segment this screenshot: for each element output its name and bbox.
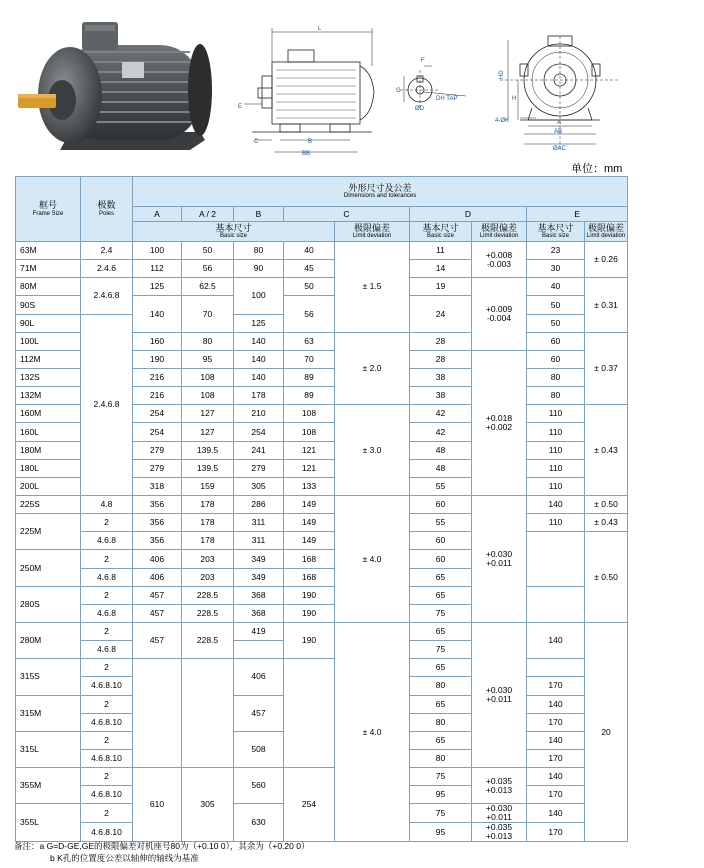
dim-D: 42: [410, 405, 472, 423]
dim-A2: 178: [182, 495, 234, 513]
dim-E: 80: [527, 368, 585, 386]
poles: 2.4.6.8: [81, 314, 133, 495]
notes: [14, 840, 309, 864]
header-A2: A / 2: [182, 207, 234, 222]
dim-D: 65: [410, 568, 472, 586]
tolerance-c4: ± 4.0: [335, 495, 410, 622]
poles: 4.6.8: [81, 641, 133, 659]
dim-A: [133, 659, 182, 768]
dim-E: 60: [527, 332, 585, 350]
header-basic-e: 基本尺寸 Basic size: [527, 222, 585, 242]
label-B: B: [308, 139, 313, 145]
dim-B: 140: [234, 332, 284, 350]
tolerance-e7: ± 0.50: [585, 532, 628, 623]
dim-B: 125: [234, 314, 284, 332]
poles: 2: [81, 550, 133, 568]
frame-size: 90S: [16, 296, 81, 314]
dim-B: 311: [234, 514, 284, 532]
table-row: [16, 260, 628, 278]
dim-C: 70: [284, 350, 335, 368]
poles: 2: [81, 695, 133, 713]
frame-size: 132M: [16, 387, 81, 405]
dim-D: 60: [410, 550, 472, 568]
dim-A: 279: [133, 441, 182, 459]
dim-D: 42: [410, 423, 472, 441]
tolerance-d2: [472, 278, 527, 351]
dim-A2: 108: [182, 387, 234, 405]
dim-A2: 305: [182, 768, 234, 842]
dim-D: 60: [410, 495, 472, 513]
poles: 4.6.8.10: [81, 786, 133, 804]
tolerance-c1: ± 1.5: [335, 242, 410, 333]
dim-B: 457: [234, 695, 284, 731]
header-limit-c: 极限偏差 Limit deviation: [335, 222, 410, 242]
tolerance-lower: -0.003: [486, 258, 512, 269]
dim-E: 170: [527, 713, 585, 731]
dim-D: 75: [410, 804, 472, 823]
frame-size: 180M: [16, 441, 81, 459]
dim-B: 254: [234, 423, 284, 441]
frame-size: 132S: [16, 368, 81, 386]
dim-E: 140: [527, 495, 585, 513]
dim-E: 60: [527, 350, 585, 368]
frame-size: 100L: [16, 332, 81, 350]
table-row: [16, 495, 628, 513]
tolerance-e8: 20: [585, 622, 628, 841]
dim-A: 112: [133, 260, 182, 278]
dim-B: 140: [234, 368, 284, 386]
tolerance-d8: [472, 823, 527, 842]
dim-A2: 127: [182, 423, 234, 441]
dim-A2: 95: [182, 350, 234, 368]
dim-B: 80: [234, 242, 284, 260]
frame-size: 250M: [16, 550, 81, 586]
tolerance-d4: [472, 495, 527, 622]
dim-C: 190: [284, 586, 335, 604]
dim-B: 406: [234, 659, 284, 695]
dim-C: 190: [284, 604, 335, 622]
poles: 2.4.6.8: [81, 278, 133, 314]
label-F: F: [421, 58, 425, 64]
tolerance-upper: +0.035: [485, 775, 513, 786]
dim-A: 216: [133, 368, 182, 386]
dim-C: 254: [284, 768, 335, 842]
tolerance-d3: [472, 350, 527, 495]
header-A: A: [133, 207, 182, 222]
dim-A: 160: [133, 332, 182, 350]
dim-B: 311: [234, 532, 284, 550]
dim-D: 60: [410, 532, 472, 550]
frame-size: 315S: [16, 659, 81, 695]
dim-A2: 56: [182, 260, 234, 278]
tolerance-e1: ± 0.26: [585, 242, 628, 278]
dimensions-table: [15, 176, 628, 842]
label-G: G: [396, 88, 401, 94]
label-D: ØD: [415, 106, 424, 112]
header-D: D: [410, 207, 527, 222]
dim-A2: 139.5: [182, 441, 234, 459]
dim-A2: 203: [182, 568, 234, 586]
dim-C: 168: [284, 568, 335, 586]
dim-E: [527, 532, 585, 586]
dim-A: 457: [133, 622, 182, 658]
tolerance-upper: +0.018: [485, 412, 513, 423]
poles: 2: [81, 804, 133, 823]
tolerance-lower: -0.004: [486, 313, 512, 324]
note-a: 备注：a G=D-GE,GE的极限偏差对机座号80为（+0.10 0），其余为（+0.20 0）: [14, 841, 310, 851]
dim-A: 457: [133, 586, 182, 604]
dim-C: 149: [284, 495, 335, 513]
motor-photo: [18, 22, 212, 150]
dim-A: 190: [133, 350, 182, 368]
label-HD: HD: [499, 70, 505, 79]
table-row: [16, 242, 628, 260]
dim-D: 95: [410, 786, 472, 804]
dim-C: [284, 659, 335, 768]
label-L: L: [318, 26, 322, 32]
dim-D: 80: [410, 749, 472, 767]
dim-A2: 80: [182, 332, 234, 350]
label-E: E: [238, 104, 243, 110]
dim-A2: 159: [182, 477, 234, 495]
poles: 2: [81, 514, 133, 532]
dim-B: 178: [234, 387, 284, 405]
table-row: [16, 604, 628, 622]
dim-B: 241: [234, 441, 284, 459]
tolerance-d6: [472, 768, 527, 804]
frame-size: 80M: [16, 278, 81, 296]
frame-size: 160L: [16, 423, 81, 441]
tolerance-upper: +0.030: [485, 685, 513, 696]
tolerance-d7: [472, 804, 527, 823]
dim-D: 38: [410, 387, 472, 405]
dim-D: 28: [410, 332, 472, 350]
dim-E: 170: [527, 786, 585, 804]
dim-B: 100: [234, 278, 284, 314]
frame-size: 225M: [16, 514, 81, 550]
frame-size: 355M: [16, 768, 81, 804]
dim-D: 19: [410, 278, 472, 296]
dim-B: 286: [234, 495, 284, 513]
dim-E: 140: [527, 695, 585, 713]
tolerance-lower: +0.011: [486, 812, 512, 823]
poles: 4.8: [81, 495, 133, 513]
poles: 4.6.8.10: [81, 713, 133, 731]
poles: 2: [81, 659, 133, 677]
dim-E: 110: [527, 405, 585, 423]
table-row: [16, 514, 628, 532]
frame-size: 315L: [16, 731, 81, 767]
dim-A: 610: [133, 768, 182, 842]
dim-E: 110: [527, 477, 585, 495]
table-row: [16, 532, 628, 550]
poles: 4.6.8.10: [81, 677, 133, 695]
poles: 2.4.6: [81, 260, 133, 278]
dim-A: 356: [133, 532, 182, 550]
header-dimensions: 外形尺寸及公差 Dimensions and tolerances: [133, 177, 628, 207]
dim-E: 110: [527, 441, 585, 459]
tolerance-lower: +0.013: [485, 784, 513, 795]
dim-D: 65: [410, 731, 472, 749]
label-C: C: [254, 139, 259, 145]
dim-E: 110: [527, 423, 585, 441]
dim-A: 125: [133, 278, 182, 296]
tolerance-upper: +0.009: [485, 304, 513, 315]
header-C: C: [284, 207, 410, 222]
dim-A2: 228.5: [182, 604, 234, 622]
dim-A: 356: [133, 514, 182, 532]
dim-A: 254: [133, 405, 182, 423]
frame-size: 180L: [16, 459, 81, 477]
label-H: H: [512, 96, 517, 102]
table-row: [16, 586, 628, 604]
header-frame: 框号 Frame Size: [16, 177, 81, 242]
dim-A: 100: [133, 242, 182, 260]
frame-size: 112M: [16, 350, 81, 368]
dim-A2: 228.5: [182, 586, 234, 604]
tolerance-e4: ± 0.43: [585, 405, 628, 496]
table-row: [16, 622, 628, 640]
dim-B: 630: [234, 804, 284, 842]
frame-size: 280S: [16, 586, 81, 622]
dim-B: 419: [234, 622, 284, 640]
dim-C: 50: [284, 278, 335, 296]
dim-C: 45: [284, 260, 335, 278]
dim-C: 63: [284, 332, 335, 350]
dim-C: 108: [284, 405, 335, 423]
tolerance-e5: ± 0.50: [585, 495, 628, 513]
dim-B: [234, 641, 284, 659]
tolerance-upper: +0.008: [485, 249, 513, 260]
dim-E: 50: [527, 296, 585, 314]
dim-D: 65: [410, 695, 472, 713]
dim-E: 30: [527, 260, 585, 278]
header-limit-d: 极限偏差 Limit deviation: [472, 222, 527, 242]
tolerance-e3: ± 0.37: [585, 332, 628, 405]
label-K: 4-ØK: [495, 118, 510, 124]
dim-A2: [182, 659, 234, 768]
dim-C: 190: [284, 622, 335, 658]
dim-E: 170: [527, 823, 585, 842]
dim-C: 121: [284, 441, 335, 459]
dim-D: 38: [410, 368, 472, 386]
dim-E: 40: [527, 278, 585, 296]
poles: 2: [81, 586, 133, 604]
poles: 2.4: [81, 242, 133, 260]
header-E: E: [527, 207, 628, 222]
dim-D: 65: [410, 586, 472, 604]
header-row-1: [16, 177, 628, 207]
dim-B: 349: [234, 568, 284, 586]
poles: 4.6.8: [81, 604, 133, 622]
dim-A2: 178: [182, 532, 234, 550]
frame-size: 63M: [16, 242, 81, 260]
dim-C: 149: [284, 532, 335, 550]
dim-E: 110: [527, 514, 585, 532]
poles: 4.6.8: [81, 568, 133, 586]
header-B: B: [234, 207, 284, 222]
tolerance-c5: ± 4.0: [335, 622, 410, 841]
dim-E: [527, 659, 585, 677]
dim-C: 168: [284, 550, 335, 568]
dim-E: 23: [527, 242, 585, 260]
label-A: A: [557, 120, 562, 126]
table-row: [16, 768, 628, 786]
tolerance-upper: +0.030: [485, 549, 513, 560]
header-basic-abc: 基本尺寸 Basic size: [133, 222, 335, 242]
dim-D: 24: [410, 296, 472, 332]
tolerance-d5: [472, 622, 527, 767]
frame-size: 280M: [16, 622, 81, 658]
tolerance-upper: +0.035: [485, 822, 513, 833]
dim-A2: 62.5: [182, 278, 234, 296]
header-poles: 极数 Poles: [81, 177, 133, 242]
dim-C: 89: [284, 368, 335, 386]
poles: 4.6.8.10: [81, 823, 133, 842]
dim-A2: 139.5: [182, 459, 234, 477]
tolerance-c3: ± 3.0: [335, 405, 410, 496]
dim-E: 140: [527, 768, 585, 786]
motor-drawings: [0, 0, 704, 178]
dim-E: 140: [527, 622, 585, 658]
tolerance-lower: +0.013: [485, 831, 513, 842]
dim-B: 305: [234, 477, 284, 495]
shaft-end-drawing: [400, 66, 466, 110]
tolerance-e6: ± 0.43: [585, 514, 628, 532]
side-view-drawing: [244, 28, 374, 152]
dim-E: 110: [527, 459, 585, 477]
dim-C: 56: [284, 296, 335, 332]
dim-A: 216: [133, 387, 182, 405]
dim-D: 75: [410, 768, 472, 786]
dim-D: 48: [410, 441, 472, 459]
dim-B: 508: [234, 731, 284, 767]
poles: 2: [81, 622, 133, 640]
dim-E: 50: [527, 314, 585, 332]
dim-E: 80: [527, 387, 585, 405]
dim-E: 170: [527, 677, 585, 695]
dim-C: 40: [284, 242, 335, 260]
table-row: [16, 278, 628, 296]
dim-A2: 228.5: [182, 622, 234, 658]
dim-A: 254: [133, 423, 182, 441]
tolerance-lower: +0.011: [486, 557, 512, 568]
dim-D: 48: [410, 459, 472, 477]
dim-A2: 203: [182, 550, 234, 568]
dim-A: 318: [133, 477, 182, 495]
note-b: b K孔的位置度公差以轴伸的轴线为基准: [50, 853, 199, 863]
tolerance-upper: +0.030: [485, 803, 513, 814]
frame-size: 315M: [16, 695, 81, 731]
frame-size: 225S: [16, 495, 81, 513]
poles: 4.6.8: [81, 532, 133, 550]
dim-A2: 70: [182, 296, 234, 332]
poles: 4.6.8.10: [81, 749, 133, 767]
dim-A: 356: [133, 495, 182, 513]
tolerance-e2: ± 0.31: [585, 278, 628, 332]
dim-E: 140: [527, 804, 585, 823]
dim-A: 279: [133, 459, 182, 477]
dim-D: 14: [410, 260, 472, 278]
dim-A2: 178: [182, 514, 234, 532]
dim-B: 368: [234, 604, 284, 622]
header-limit-e: 极限偏差 Limit deviation: [585, 222, 628, 242]
label-AB: AB: [554, 129, 563, 135]
dim-B: 140: [234, 350, 284, 368]
dim-D: 28: [410, 350, 472, 368]
tolerance-d1: [472, 242, 527, 278]
dim-B: 90: [234, 260, 284, 278]
dim-B: 279: [234, 459, 284, 477]
label-AC: ØAC: [553, 146, 567, 152]
dim-C: 89: [284, 387, 335, 405]
dim-D: 80: [410, 713, 472, 731]
frame-size: 90L: [16, 314, 81, 332]
dim-E: 140: [527, 731, 585, 749]
label-DH: DH TAP: [436, 96, 458, 102]
dim-D: 11: [410, 242, 472, 260]
tolerance-lower: +0.011: [486, 694, 512, 705]
tolerance-c2: ± 2.0: [335, 332, 410, 405]
dim-A2: 108: [182, 368, 234, 386]
frame-size: 355L: [16, 804, 81, 842]
dim-D: 75: [410, 604, 472, 622]
unit-label: 单位：mm: [571, 163, 623, 175]
dim-B: 560: [234, 768, 284, 804]
dim-C: 149: [284, 514, 335, 532]
frame-size: 160M: [16, 405, 81, 423]
header-basic-d: 基本尺寸 Basic size: [410, 222, 472, 242]
tolerance-lower: +0.002: [485, 421, 513, 432]
dim-A: 140: [133, 296, 182, 332]
dim-D: 65: [410, 659, 472, 677]
dim-B: 368: [234, 586, 284, 604]
dim-C: 108: [284, 423, 335, 441]
dim-A: 406: [133, 568, 182, 586]
dim-B: 349: [234, 550, 284, 568]
label-BB: BB: [302, 151, 311, 157]
dim-A: 406: [133, 550, 182, 568]
dim-C: 121: [284, 459, 335, 477]
dim-A: 457: [133, 604, 182, 622]
dim-E: 170: [527, 749, 585, 767]
dim-A2: 127: [182, 405, 234, 423]
dim-D: 55: [410, 477, 472, 495]
dim-D: 80: [410, 677, 472, 695]
dim-D: 55: [410, 514, 472, 532]
dim-A2: 50: [182, 242, 234, 260]
dim-D: 95: [410, 823, 472, 842]
dim-C: 133: [284, 477, 335, 495]
dim-B: 210: [234, 405, 284, 423]
dim-D: 65: [410, 622, 472, 640]
dim-D: 75: [410, 641, 472, 659]
frame-size: 71M: [16, 260, 81, 278]
poles: 2: [81, 731, 133, 749]
poles: 2: [81, 768, 133, 786]
table-row: [16, 659, 628, 677]
frame-size: 200L: [16, 477, 81, 495]
